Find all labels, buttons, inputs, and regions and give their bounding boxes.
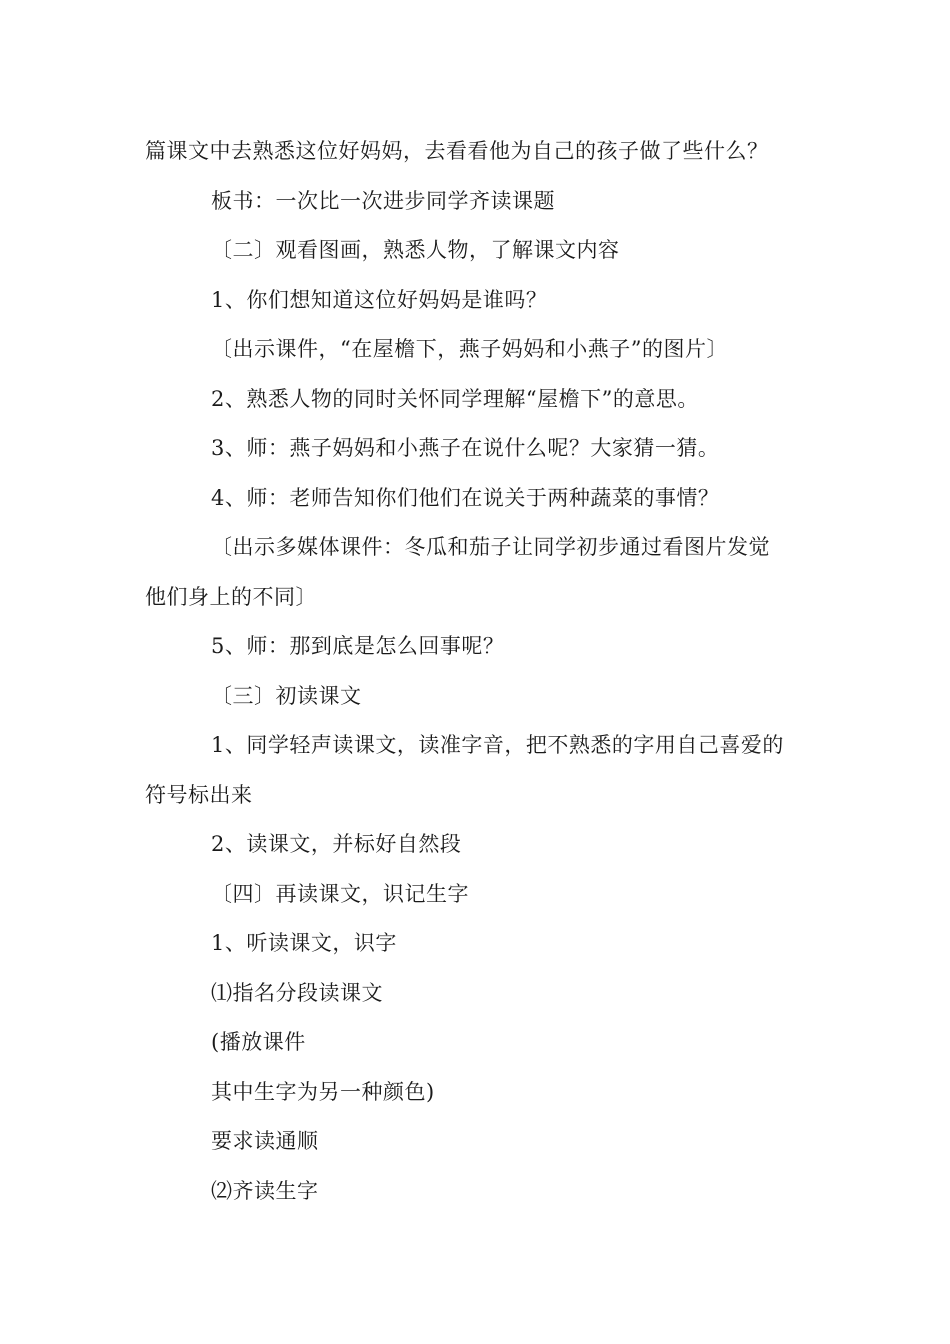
text-line: 他们身上的不同〕 <box>145 584 317 609</box>
text-line: 其中生字为另一种颜色) <box>211 1079 435 1104</box>
document-body <box>145 127 815 1216</box>
text-line: 符号标出来 <box>145 782 253 807</box>
text-line: 1、你们想知道这位好妈妈是谁吗？ <box>211 287 548 312</box>
text-line: 2、熟悉人物的同时关怀同学理解“屋檐下”的意思。 <box>211 386 699 411</box>
section-heading: 〔四〕再读课文，识记生字 <box>211 881 469 906</box>
text-line: (播放课件 <box>211 1030 306 1054</box>
section-heading: 〔二〕观看图画，熟悉人物，了解课文内容 <box>211 238 620 262</box>
text-line: 篇课文中去熟悉这位好妈妈，去看看他为自己的孩子做了些什么？ <box>145 139 769 163</box>
text-line: 板书：一次比一次进步同学齐读课题 <box>211 188 555 213</box>
text-line: 〔出示课件，“在屋檐下，燕子妈妈和小燕子”的图片〕 <box>211 337 728 361</box>
text-line: 要求读通顺 <box>211 1129 319 1153</box>
section-heading: 〔三〕初读课文 <box>211 683 362 708</box>
text-line: 4、师：老师告知你们他们在说关于两种蔬菜的事情？ <box>211 485 720 510</box>
text-line: ⑴指名分段读课文 <box>211 980 383 1005</box>
text-line: 〔出示多媒体课件：冬瓜和茄子让同学初步通过看图片发觉 <box>211 535 770 559</box>
text-line: ⑵齐读生字 <box>211 1178 319 1203</box>
text-line: 3、师：燕子妈妈和小燕子在说什么呢？大家猜一猜。 <box>211 436 720 460</box>
text-line: 1、听读课文，识字 <box>211 931 397 955</box>
text-line: 1、同学轻声读课文，读准字音，把不熟悉的字用自己喜爱的 <box>211 733 784 757</box>
text-line: 5、师：那到底是怎么回事呢？ <box>211 634 505 658</box>
text-line: 2、读课文，并标好自然段 <box>211 832 462 856</box>
